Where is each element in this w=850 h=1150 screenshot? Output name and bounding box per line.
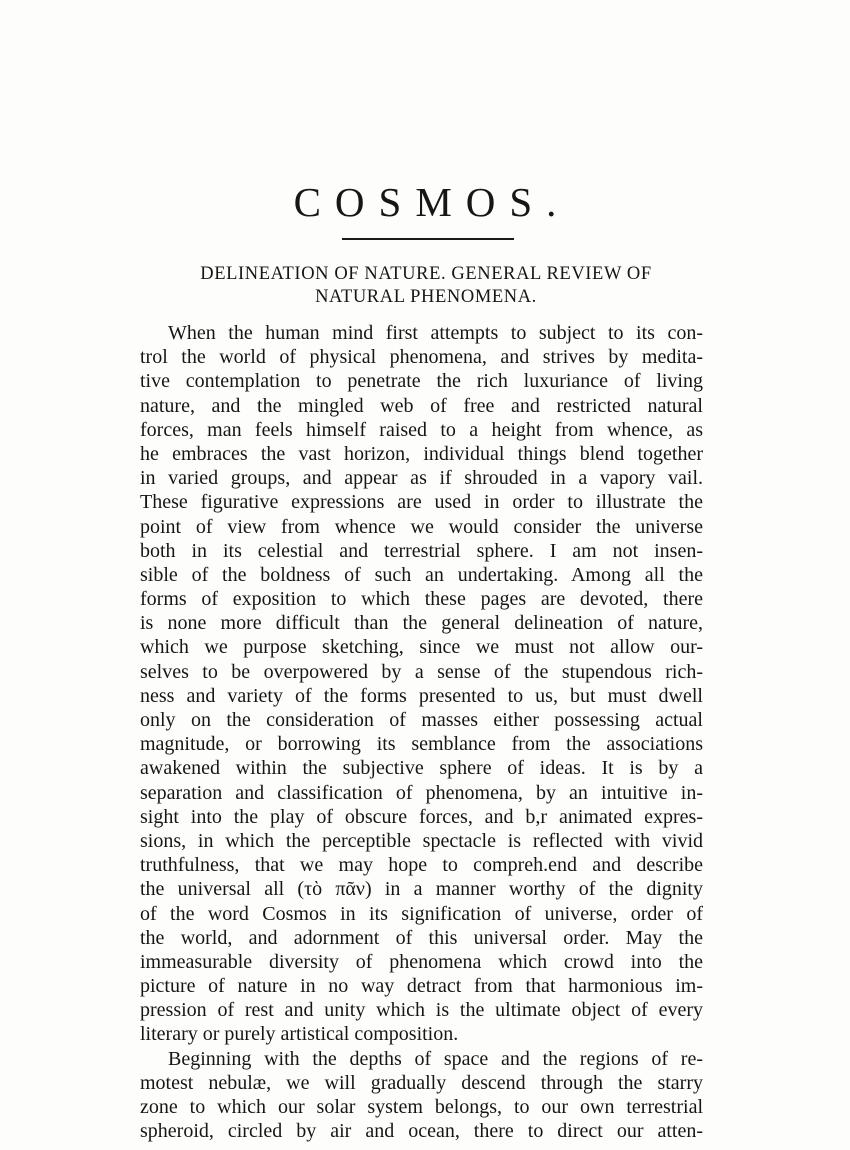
text-line: picture of nature in no way detract from that harmonious im- — [140, 975, 703, 998]
text-line: tive contemplation to penetrate the rich luxuriance of living — [140, 370, 703, 393]
page-title: COSMOS. — [293, 179, 571, 225]
section-heading-line-1: DELINEATION OF NATURE. GENERAL REVIEW OF — [200, 264, 652, 284]
text-line: zone to which our solar system belongs, to our own terrestrial — [140, 1096, 703, 1118]
section-heading — [140, 263, 712, 309]
title-rule — [342, 238, 514, 240]
text-line: he embraces the vast horizon, individual things blend together — [140, 442, 703, 465]
text-line: These figurative expressions are used in order to illustrate the — [140, 491, 703, 514]
section-heading-line-2: NATURAL PHENOMENA. — [315, 287, 537, 307]
text-line: is none more difficult than the general delineation of nature, — [140, 612, 703, 635]
text-line: pression of rest and unity which is the ultimate object of every — [140, 999, 703, 1022]
text-line: trol the world of physical phenomena, and strives by medita- — [140, 346, 703, 369]
text-line: only on the consideration of masses either possessing actual — [140, 709, 703, 731]
text-line: both in its celestial and terrestrial sphere. I am not insen- — [140, 539, 703, 562]
text-line: selves to be overpowered by a sense of the stupendous rich- — [140, 660, 703, 683]
text-line: literary or purely artistical composition. — [140, 1023, 459, 1046]
text-line: awakened within the subjective sphere of ideas. It is by a — [140, 757, 703, 780]
text-line: truthfulness, that we may hope to compreh.end and describe — [140, 854, 703, 877]
text-line: motest nebulæ, we will gradually descend through the starry — [140, 1071, 703, 1094]
text-line: the world, and adornment of this universal order. May the — [140, 926, 703, 949]
text-line: nature, and the mingled web of free and restricted natural — [140, 394, 703, 417]
paragraph — [140, 321, 703, 1047]
text-line: in varied groups, and appear as if shrouded in a vapory vail. — [140, 467, 703, 490]
text-line: forms of exposition to which these pages are devoted, there — [140, 588, 703, 611]
text-line: which we purpose sketching, since we must not allow our- — [140, 636, 703, 659]
text-line: separation and classification of phenomena, by an intuitive in- — [140, 781, 703, 804]
text-line: of the word Cosmos in its signification of universe, order of — [140, 902, 703, 925]
text-line: point of view from whence we would consider the universe — [140, 515, 703, 538]
text-line: forces, man feels himself raised to a height from whence, as — [140, 418, 703, 441]
body-text — [140, 321, 703, 1143]
text-line: magnitude, or borrowing its semblance from the associations — [140, 733, 703, 756]
text-line: spheroid, circled by air and ocean, there to direct our atten- — [140, 1120, 703, 1143]
text-line: sible of the boldness of such an undertaking. Among all the — [140, 563, 703, 586]
text-line: sight into the play of obscure forces, and b,r animated expres- — [140, 805, 703, 828]
text-line: immeasurable diversity of phenomena which crowd into the — [140, 950, 703, 973]
text-line: sions, in which the perceptible spectacle is reflected with vivid — [140, 829, 703, 852]
text-line: When the human mind first attempts to subject to its con- — [168, 322, 703, 344]
text-line: Beginning with the depths of space and the regions of re- — [168, 1047, 703, 1070]
text-line: ness and variety of the forms presented to us, but must dwell — [140, 684, 703, 707]
paragraph — [140, 1047, 703, 1144]
text-line: the universal all (τὸ πᾶν) in a manner worthy of the dignity — [140, 878, 703, 901]
